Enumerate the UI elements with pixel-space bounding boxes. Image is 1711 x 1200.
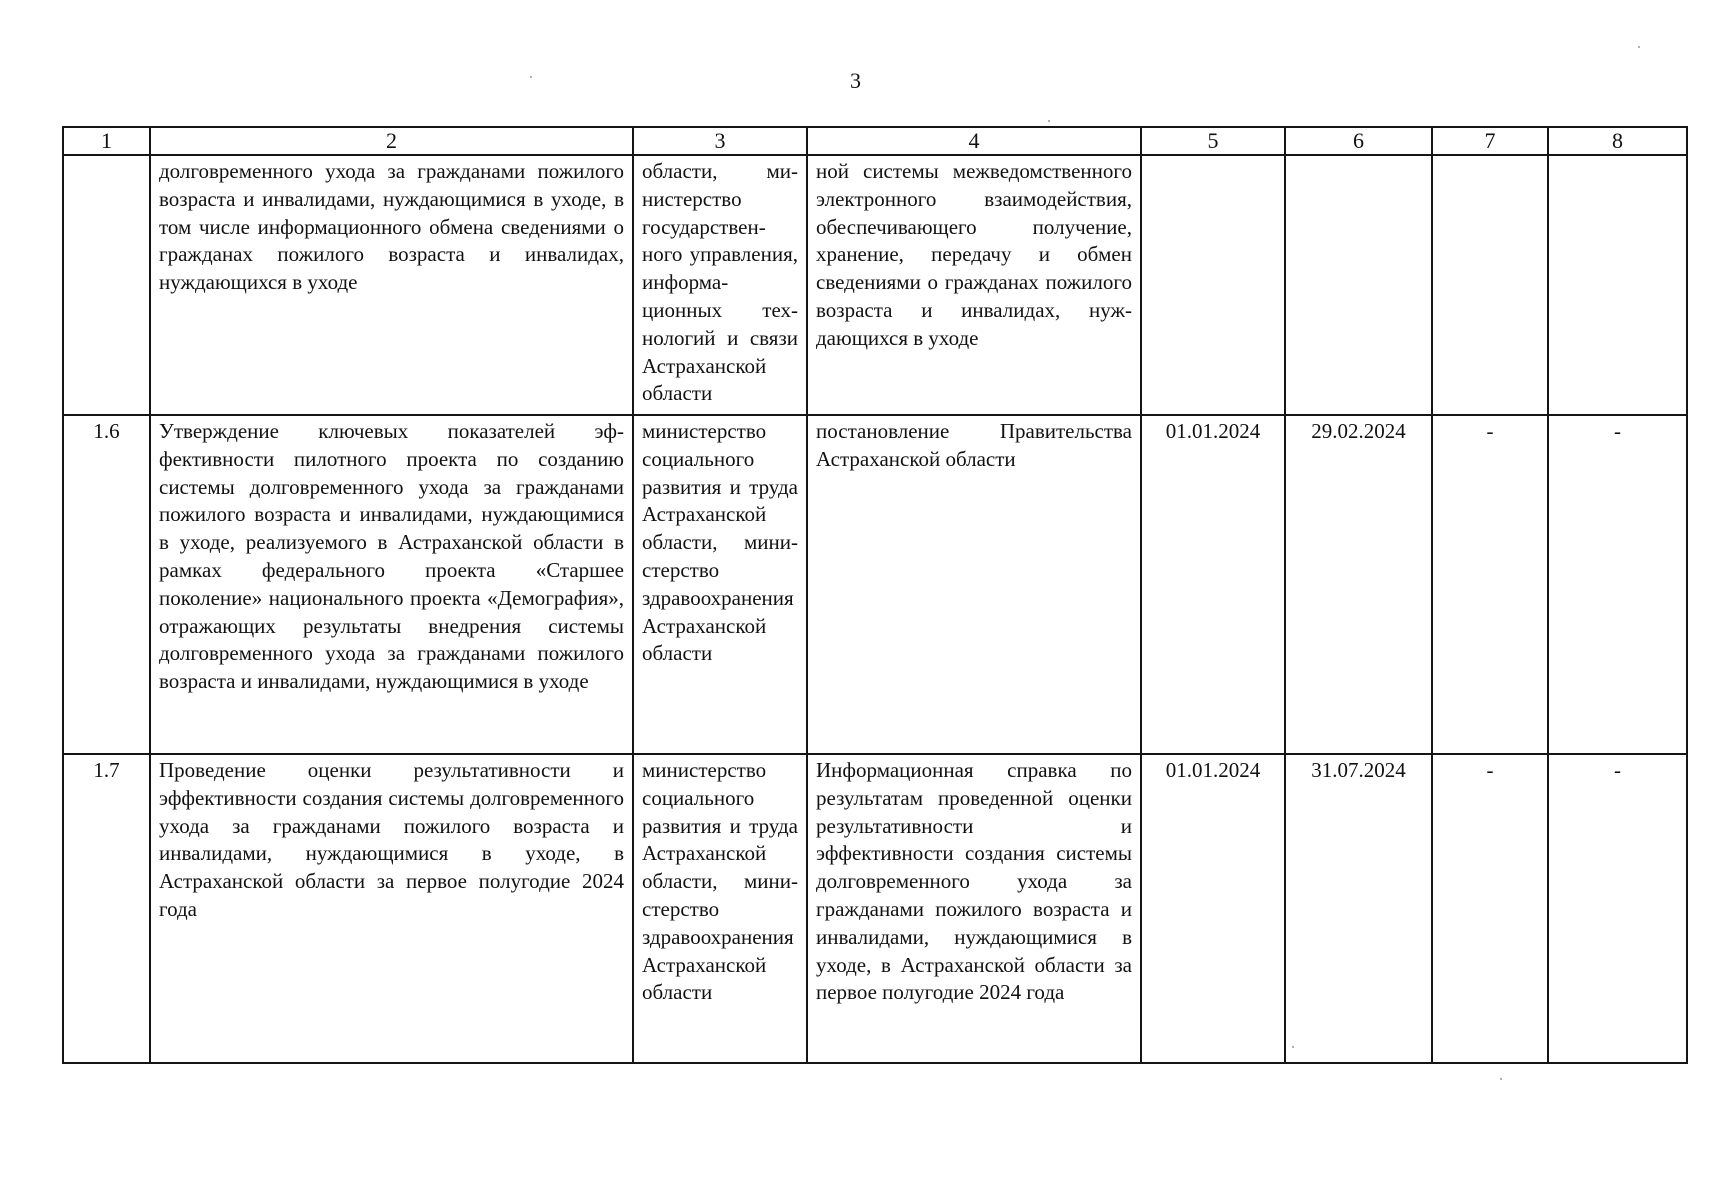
column-7-cell [1432,155,1548,415]
scan-speck [1500,1078,1502,1080]
executor-cell: министерство социального развития и труда Астраханской области, министерство здравоохранения Астраханской области [633,415,807,754]
result-cell: ной системы межведомственного электронного взаимодействия, обеспечивающего получение, хранение, передачу и обмен сведениями о гражданах пожилого возраста и инвалидах, нуждающихся в уходе [807,155,1141,415]
event-cell: Утверждение ключевых показателей эффективности пилотного проекта по созданию системы долговременного ухода за гражданами пожилого возраста и инвалидами, нуждающимися в уходе, реализуемого в Астраханской области в рамках федерального проекта «Старшее поколение» национального проекта «Демография», отражающих результаты внедрения системы долговременного ухода за гражданами пожилого возраста и инвалидами, нуждающимися в уходе [150,415,633,754]
row-number-cell: 1.6 [63,415,150,754]
row-number-cell [63,155,150,415]
start-date-cell [1141,155,1285,415]
end-date-cell [1285,155,1432,415]
events-table [62,126,1688,1064]
start-date-cell: 01.01.2024 [1141,415,1285,754]
column-8-cell: - [1548,415,1687,754]
event-cell: долговременного ухода за гражданами пожилого возраста и инвалидами, нуждающимися в уходе, в том числе информационного обмена сведениями о гражданах пожилого возраста и инвалидах, нуждающихся в уходе [150,155,633,415]
row-number-cell: 1.7 [63,754,150,1063]
start-date-cell: 01.01.2024 [1141,754,1285,1063]
column-header: 6 [1285,127,1432,155]
table-row [63,155,1687,415]
page-number: 3 [850,68,861,93]
end-date-cell: 29.02.2024 [1285,415,1432,754]
scan-speck [1638,46,1640,48]
column-header: 8 [1548,127,1687,155]
table-header-row [63,127,1687,155]
column-header: 3 [633,127,807,155]
scan-speck [1048,120,1050,122]
table-row [63,415,1687,754]
executor-cell: министерство социального развития и труда Астраханской области, министерство здравоохранения Астраханской области [633,754,807,1063]
table-row [63,754,1687,1063]
executor-cell: области, министерство государственного управления, информационных технологий и связи Астраханской области [633,155,807,415]
column-8-cell: - [1548,754,1687,1063]
column-header: 5 [1141,127,1285,155]
column-header: 2 [150,127,633,155]
column-header: 4 [807,127,1141,155]
scan-speck [530,76,532,78]
end-date-cell: 31.07.2024 [1285,754,1432,1063]
result-cell: постановление Правительства Астраханской области [807,415,1141,754]
column-header: 7 [1432,127,1548,155]
column-8-cell [1548,155,1687,415]
column-7-cell: - [1432,754,1548,1063]
event-cell: Проведение оценки результативности и эффективности создания системы долговременного ухода за гражданами пожилого возраста и инвалидами, нуждающимися в уходе, в Астраханской области за первое полугодие 2024 года [150,754,633,1063]
result-cell: Информационная справка по результатам проведенной оценки результативности и эффективности создания системы долговременного ухода за гражданами пожилого возраста и инвалидами, нуждающимися в уходе, в Астраханской области за первое полугодие 2024 года [807,754,1141,1063]
column-header: 1 [63,127,150,155]
column-7-cell: - [1432,415,1548,754]
